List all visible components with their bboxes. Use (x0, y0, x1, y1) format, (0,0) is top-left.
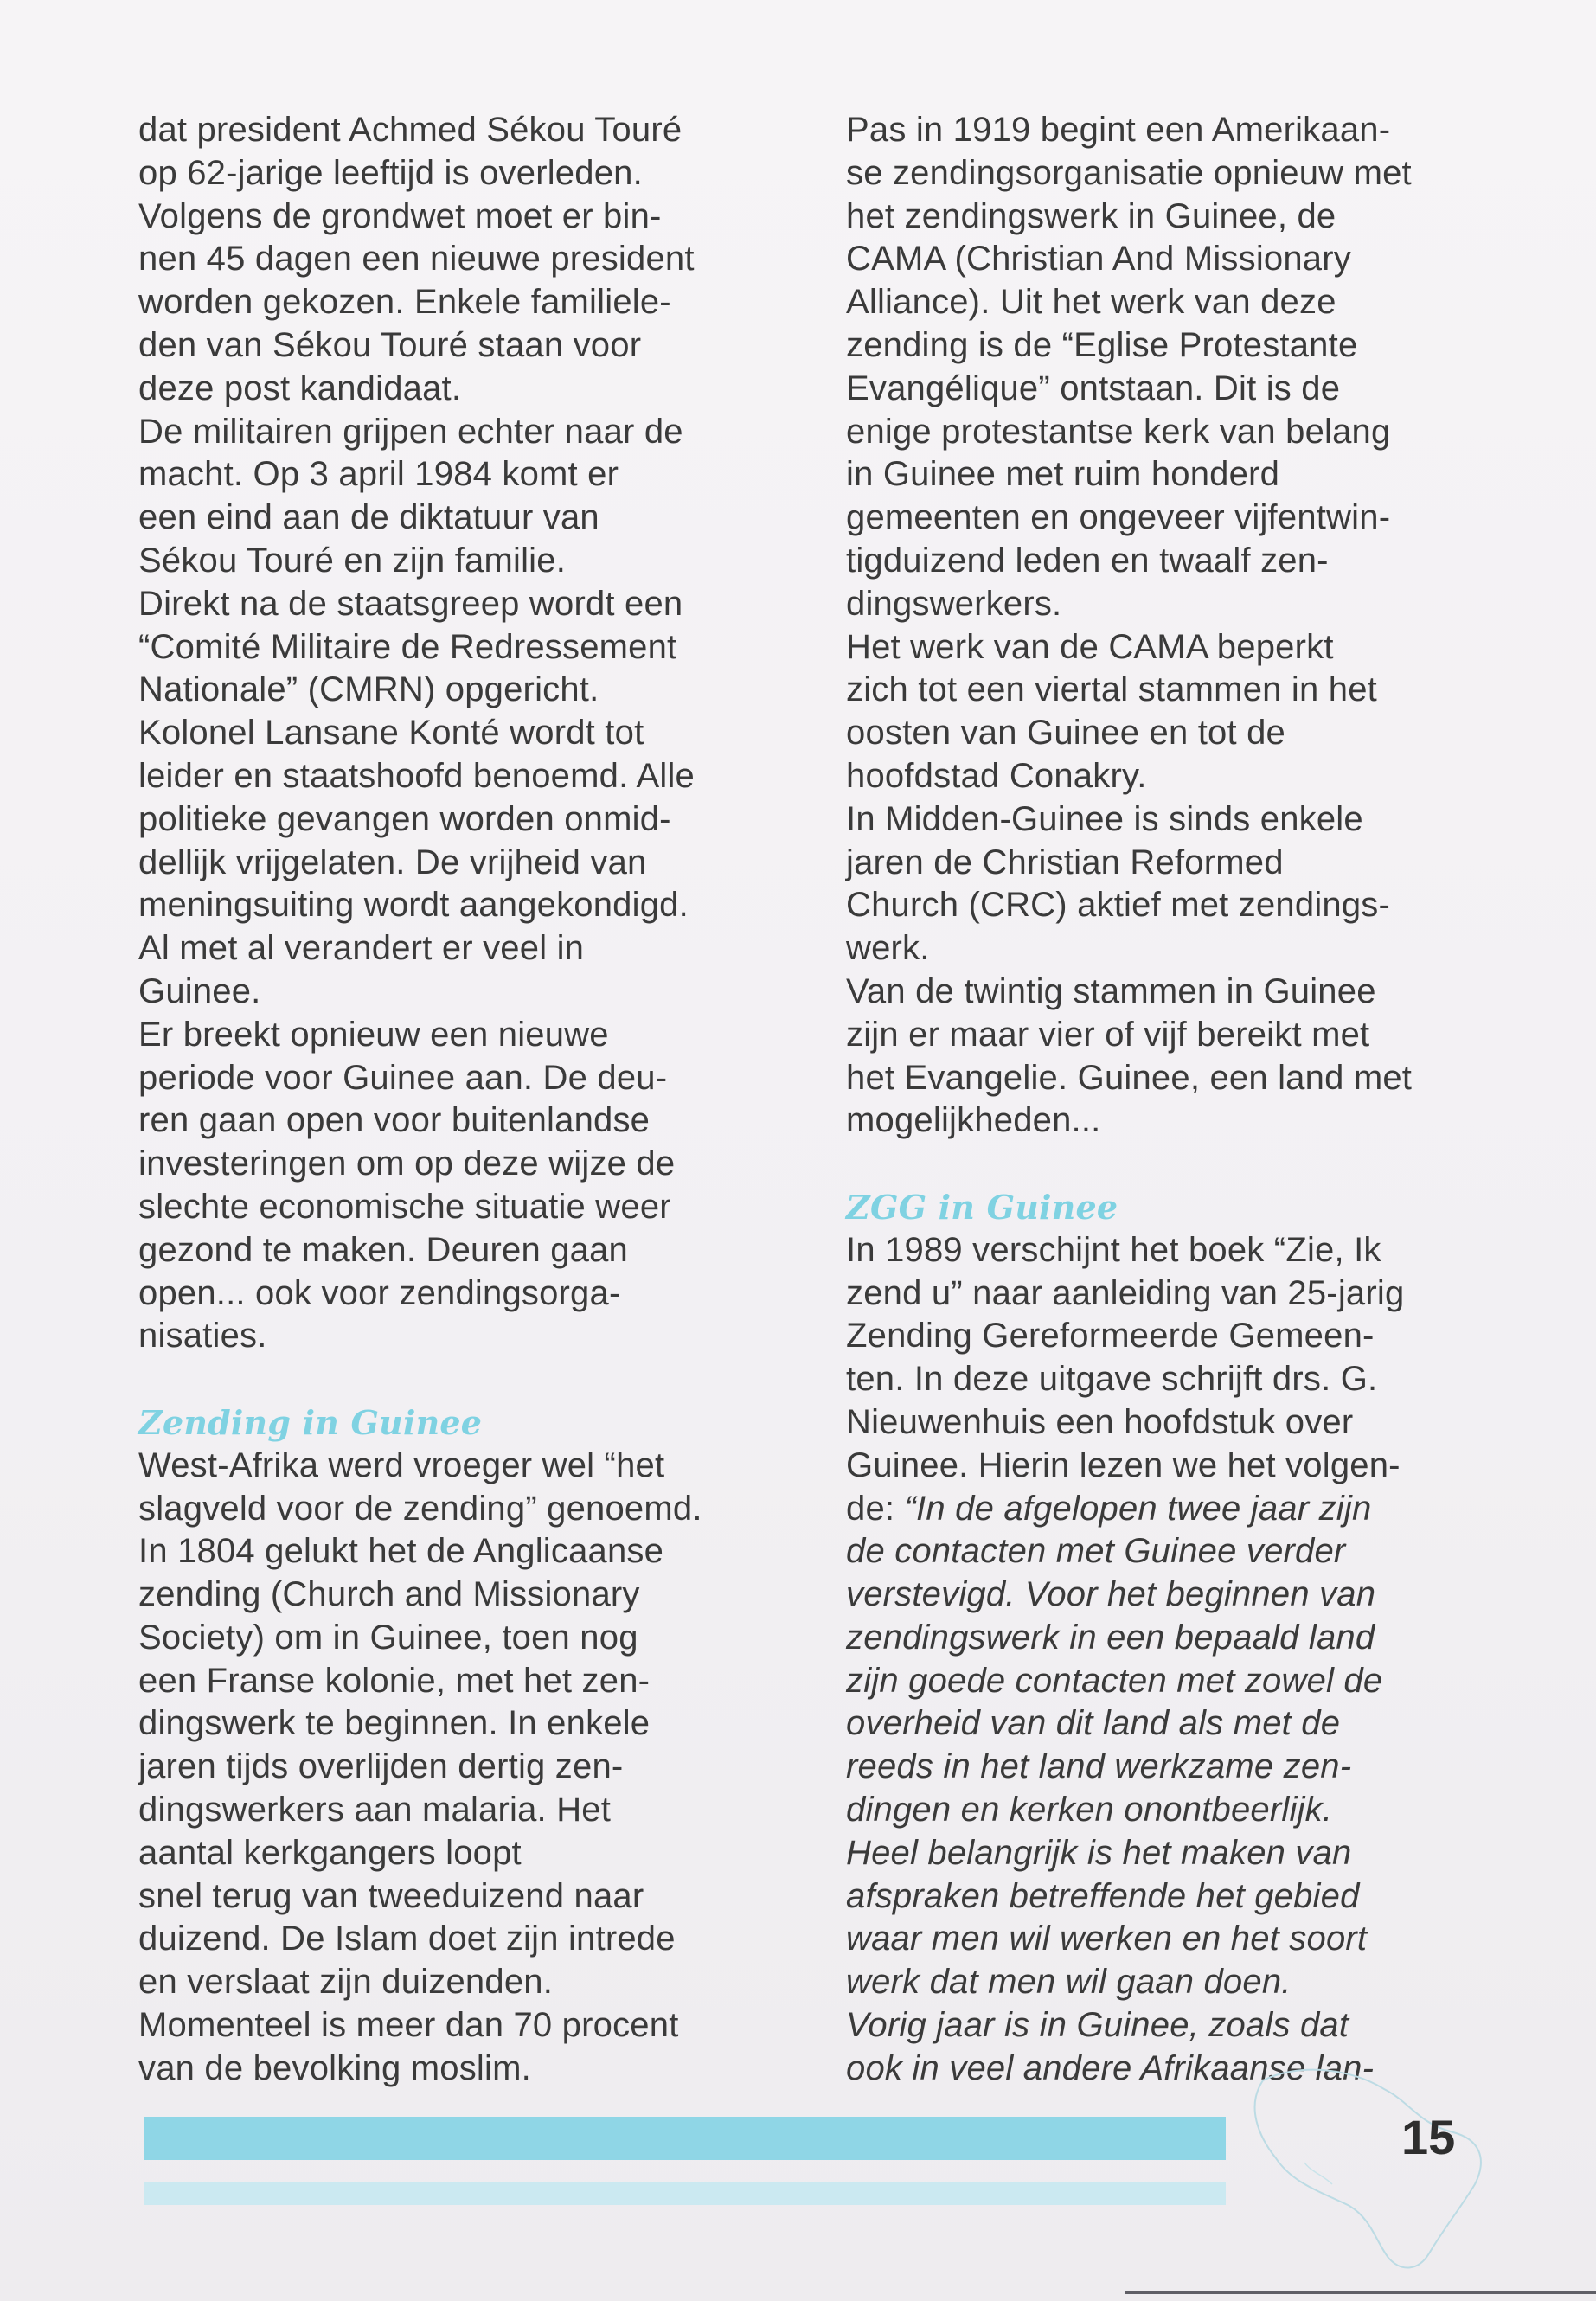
text-line: Er breekt opnieuw een nieuwe (138, 1015, 609, 1054)
paragraph-cama-mission (846, 109, 1469, 1143)
text-line: zijn goede contacten met zowel de (846, 1661, 1383, 1700)
text-line: ook in veel andere Afrikaanse lan- (846, 2048, 1375, 2087)
text-line: politieke gevangen worden onmid- (138, 799, 671, 838)
text-line: zendingswerk in een bepaald land (846, 1618, 1375, 1657)
text-line: van de bevolking moslim. (138, 2048, 531, 2087)
paragraph-zgg-book (846, 1229, 1469, 1488)
text-line: Momenteel is meer dan 70 procent (138, 2006, 679, 2045)
text-line: dingen en kerken onontbeerlijk. (846, 1791, 1333, 1830)
text-line: jaren de Christian Reformed (846, 843, 1284, 881)
text-line: overheid van dit land als met de (846, 1704, 1341, 1743)
text-line: Pas in 1919 begint een Amerikaan- (846, 111, 1391, 149)
text-line: den van Sékou Touré staan voor (138, 325, 642, 364)
text-line: leider en staatshoofd benoemd. Alle (138, 756, 695, 795)
text-line: afspraken betreffende het gebied (846, 1876, 1360, 1915)
text-line: dingswerkers aan malaria. Het (138, 1791, 612, 1830)
text-line: Nationale” (CMRN) opgericht. (138, 670, 599, 709)
text-line: nen 45 dagen een nieuwe president (138, 240, 695, 279)
text-line: “Comité Militaire de Redressement (138, 627, 677, 666)
section-spacer (846, 1143, 1469, 1186)
text-italic: “In de afgelopen twee jaar zijn (904, 1489, 1372, 1528)
text-line-mixed (846, 1488, 1469, 1531)
page-number: 15 (1401, 2110, 1456, 2164)
text-line: hoofdstad Conakry. (846, 756, 1147, 795)
text-line: duizend. De Islam doet zijn intrede (138, 1920, 676, 1958)
text-line: se zendingsorganisatie opnieuw met (846, 153, 1412, 192)
text-line: oosten van Guinee en tot de (846, 714, 1285, 753)
text-line: zending is de “Eglise Protestante (846, 325, 1358, 364)
paragraph-mission-history (138, 1445, 779, 2091)
text-line: periode voor Guinee aan. De deu- (138, 1058, 668, 1097)
text-line: ren gaan open voor buitenlandse (138, 1101, 651, 1140)
text-line: Van de twintig stammen in Guinee (846, 971, 1376, 1010)
text-line: zijn er maar vier of vijf bereikt met (846, 1015, 1370, 1054)
text-line: Guinee. Hierin lezen we het volgen- (846, 1445, 1401, 1484)
text-line: Alliance). Uit het werk van deze (846, 283, 1336, 322)
text-line: dingswerkers. (846, 584, 1062, 623)
text-line: worden gekozen. Enkele familiele- (138, 283, 671, 322)
text-line: Heel belangrijk is het maken van (846, 1833, 1352, 1872)
text-line: De militairen grijpen echter naar de (138, 412, 683, 451)
section-spacer (138, 1358, 779, 1401)
text-line: op 62-jarige leeftijd is overleden. (138, 153, 643, 192)
text-line: aantal kerkgangers loopt (138, 1833, 522, 1872)
text-line: een eind aan de diktatuur van (138, 498, 599, 537)
text-line: nisaties. (138, 1317, 267, 1356)
text-normal: de: (846, 1489, 905, 1528)
text-line: werk dat men wil gaan doen. (846, 1963, 1292, 2002)
section-heading-zending-in-guinee: Zending in Guinee (138, 1402, 483, 1442)
text-line: het Evangelie. Guinee, een land met (846, 1058, 1413, 1097)
text-line: waar men wil werken en het soort (846, 1920, 1368, 1958)
text-line: In Midden-Guinee is sinds enkele (846, 799, 1363, 838)
text-line: Evangélique” ontstaan. Dit is de (846, 369, 1341, 407)
footer-accent-bar (144, 2117, 1226, 2160)
text-line: open... ook voor zendingsorga- (138, 1273, 621, 1312)
text-line: Kolonel Lansane Konté wordt tot (138, 714, 644, 753)
page-edge-line (1125, 2291, 1596, 2294)
text-line: dat president Achmed Sékou Touré (138, 111, 683, 149)
text-line: In 1804 gelukt het de Anglicaanse (138, 1532, 664, 1571)
text-line: gezond te maken. Deuren gaan (138, 1230, 628, 1269)
text-line: Volgens de grondwet moet er bin- (138, 196, 662, 235)
text-line: Het werk van de CAMA beperkt (846, 627, 1334, 666)
text-line: meningsuiting wordt aangekondigd. (138, 886, 689, 925)
quote-block (846, 1530, 1469, 2090)
text-line: slechte economische situatie weer (138, 1187, 671, 1226)
text-line: zend u” naar aanleiding van 25-jarig (846, 1273, 1405, 1312)
text-line: het zendingswerk in Guinee, de (846, 196, 1336, 235)
text-line: dellijk vrijgelaten. De vrijheid van (138, 843, 647, 881)
text-line: in Guinee met ruim honderd (846, 455, 1280, 494)
text-line: Zending Gereformeerde Gemeen- (846, 1317, 1375, 1356)
text-line: ten. In deze uitgave schrijft drs. G. (846, 1360, 1378, 1399)
text-line: investeringen om op deze wijze de (138, 1144, 676, 1183)
text-line: en verslaat zijn duizenden. (138, 1963, 554, 2002)
footer-thin-bar (144, 2182, 1226, 2205)
text-line: tigduizend leden en twaalf zen- (846, 541, 1329, 580)
text-line: de contacten met Guinee verder (846, 1532, 1346, 1571)
text-line: Society) om in Guinee, toen nog (138, 1618, 638, 1657)
paragraph-political-history (138, 109, 779, 1358)
text-line: snel terug van tweeduizend naar (138, 1876, 644, 1915)
text-line: West-Afrika werd vroeger wel “het (138, 1445, 665, 1484)
text-line: Sékou Touré en zijn familie. (138, 541, 567, 580)
africa-map-icon (1202, 2054, 1514, 2275)
text-line: Church (CRC) aktief met zendings- (846, 886, 1391, 925)
left-column (138, 109, 779, 2091)
text-line: zich tot een viertal stammen in het (846, 670, 1377, 709)
text-line: Al met al verandert er veel in (138, 929, 585, 968)
text-line: een Franse kolonie, met het zen- (138, 1661, 651, 1700)
text-line: verstevigd. Voor het beginnen van (846, 1575, 1376, 1614)
text-line: dingswerk te beginnen. In enkele (138, 1704, 651, 1743)
text-line: slagveld voor de zending” genoemd. (138, 1489, 702, 1528)
text-line: gemeenten en ongeveer vijfentwin- (846, 498, 1391, 537)
text-line: deze post kandidaat. (138, 369, 462, 407)
text-line: Vorig jaar is in Guinee, zoals dat (846, 2006, 1349, 2045)
text-line: Direkt na de staatsgreep wordt een (138, 584, 683, 623)
text-line: CAMA (Christian And Missionary (846, 240, 1351, 279)
text-line: jaren tijds overlijden dertig zen- (138, 1747, 624, 1786)
text-line: reeds in het land werkzame zen- (846, 1747, 1352, 1786)
text-line: In 1989 verschijnt het boek “Zie, Ik (846, 1230, 1381, 1269)
right-column (846, 109, 1469, 2091)
text-line: werk. (846, 929, 930, 968)
text-line: zending (Church and Missionary (138, 1575, 640, 1614)
text-line: enige protestantse kerk van belang (846, 412, 1391, 451)
section-heading-zgg-in-guinee: ZGG in Guinee (846, 1187, 1118, 1227)
text-line: Guinee. (138, 971, 261, 1010)
text-line: mogelijkheden... (846, 1101, 1101, 1140)
text-line: macht. Op 3 april 1984 komt er (138, 455, 619, 494)
text-line: Nieuwenhuis een hoofdstuk over (846, 1402, 1354, 1441)
